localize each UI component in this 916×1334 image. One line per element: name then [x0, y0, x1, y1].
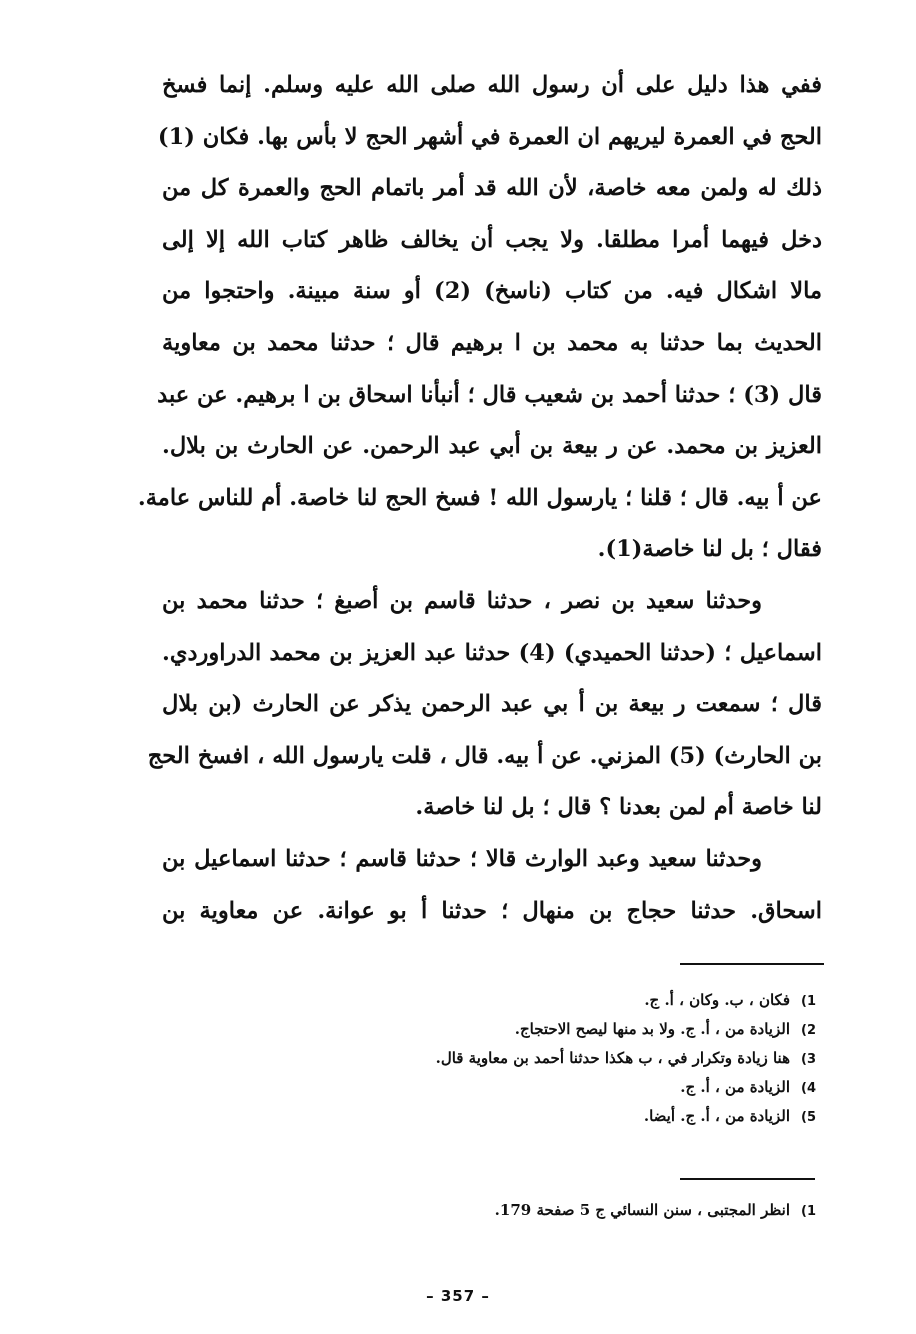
footnote-number: (3	[801, 1052, 816, 1067]
text-line: لنا خاصة أم لمن بعدنا ؟ قال ؛ بل لنا خاصة.	[415, 794, 822, 821]
text-line: ذلك له ولمن معه خاصة، لأن الله قد أمر باتمام الحج والعمرة كل من	[162, 175, 822, 202]
footnote-text: انظر المجتبى ، سنن النسائي ج 5 صفحة 179.	[494, 1201, 790, 1219]
footnote-text: الزيادة من ، أ. ج. ولا بد منها ليصح الاحتجاج.	[514, 1020, 790, 1038]
footnote-text: الزيادة من ، أ. ج. أيضا.	[643, 1107, 790, 1125]
text-line: قال (3) ؛ حدثنا أحمد بن شعيب قال ؛ أنبأنا اسحاق بن ا برهيم. عن عبد	[157, 381, 822, 408]
text-line: اسحاق. حدثنا حجاج بن منهال ؛ حدثنا أ بو عوانة. عن معاوية بن	[162, 897, 822, 924]
text-line: دخل فيهما أمرا مطلقا. ولا يجب أن يخالف ظاهر كتاب الله إلا إلى	[162, 226, 822, 253]
footnote	[436, 1015, 816, 1044]
text-line: وحدثنا سعيد بن نصر ، حدثنا قاسم بن أصبغ ؛ حدثنا محمد بن	[162, 587, 762, 614]
footnote-number: (1	[801, 994, 816, 1009]
editor-footnotes	[436, 986, 816, 1131]
paragraph-3	[162, 834, 822, 937]
text-line: العزيز بن محمد. عن ر بيعة بن أبي عبد الرحمن. عن الحارث بن بلال.	[162, 433, 822, 460]
footnote	[436, 986, 816, 1015]
source-footnotes	[495, 1196, 816, 1225]
paragraph-1	[137, 60, 822, 576]
page-number: – 357 –	[426, 1287, 490, 1305]
text-line: فقال ؛ بل لنا خاصة(1).	[597, 536, 822, 563]
footnote-text: فكان ، ب. وكان ، أ. ج.	[644, 991, 790, 1009]
footnote-number: (1	[801, 1204, 816, 1219]
footnote	[495, 1196, 816, 1225]
footnote	[436, 1044, 816, 1073]
text-line: بن الحارث) (5) المزني. عن أ بيه. قال ، قلت يارسول الله ، افسخ الحج	[147, 742, 822, 769]
source-divider	[680, 1178, 815, 1180]
footnote-number: (5	[801, 1110, 816, 1125]
footnote	[436, 1073, 816, 1102]
footnote-number: (4	[801, 1081, 816, 1096]
main-text	[137, 60, 822, 937]
footnote-number: (2	[801, 1023, 816, 1038]
footnote-divider	[680, 963, 824, 965]
text-line: الحج في العمرة ليريهم ان العمرة في أشهر الحج لا بأس بها. فكان (1)	[157, 123, 822, 150]
text-line: الحديث بما حدثنا به محمد بن ا برهيم قال ؛ حدثنا محمد بن معاوية	[162, 329, 822, 356]
paragraph-2	[147, 576, 822, 834]
footnote	[436, 1102, 816, 1131]
text-line: ففي هذا دليل على أن رسول الله صلى الله عليه وسلم. إنما فسخ	[162, 72, 822, 98]
text-line: وحدثنا سعيد وعبد الوارث قالا ؛ حدثنا قاسم ؛ حدثنا اسماعيل بن	[162, 845, 762, 872]
footnote-text: الزيادة من ، أ. ج.	[680, 1078, 790, 1096]
text-line: اسماعيل ؛ (حدثنا الحميدي) (4) حدثنا عبد العزيز بن محمد الدراوردي.	[162, 639, 822, 666]
text-line: مالا اشكال فيه. من كتاب (ناسخ) (2) أو سنة مبينة. واحتجوا من	[162, 278, 822, 305]
footnote-text: هنا زيادة وتكرار في ، ب هكذا حدثنا أحمد بن معاوية قال.	[435, 1049, 790, 1067]
text-line: عن أ بيه. قال ؛ قلنا ؛ يارسول الله ! فسخ الحج لنا خاصة. أم للناس عامة.	[137, 484, 822, 511]
text-line: قال ؛ سمعت ر بيعة بن أ بي عبد الرحمن يذكر عن الحارث (بن بلال	[162, 691, 822, 718]
